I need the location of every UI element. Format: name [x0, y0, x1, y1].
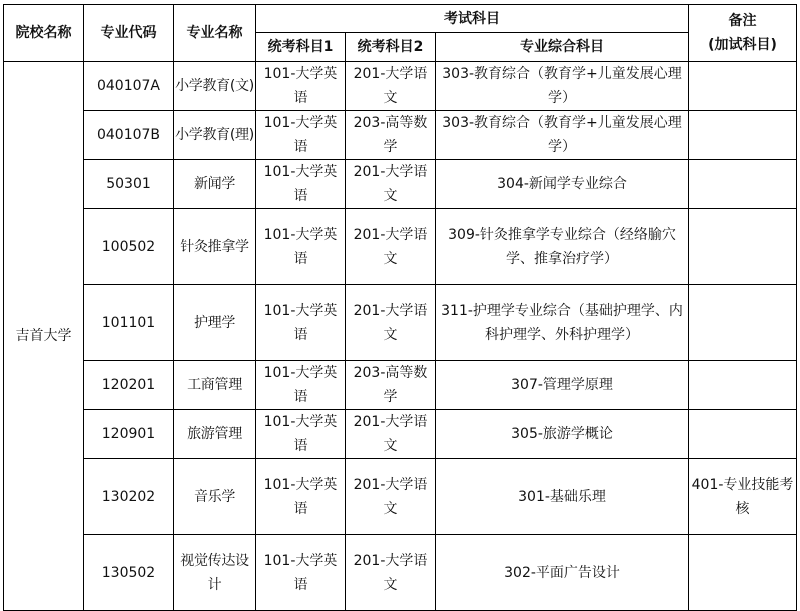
subject2-cell: 201-大学语文 [346, 62, 436, 111]
remarks-cell [689, 209, 797, 285]
remarks-cell [689, 535, 797, 611]
major-name-cell: 小学教育(文) [174, 62, 256, 111]
major-code-cell: 040107A [84, 62, 174, 111]
subject1-cell: 101-大学英语 [256, 410, 346, 459]
subject2-cell: 201-大学语文 [346, 535, 436, 611]
comprehensive-cell: 309-针灸推拿学专业综合（经络腧穴学、推拿治疗学） [436, 209, 689, 285]
header-remarks [689, 5, 797, 62]
comprehensive-cell: 302-平面广告设计 [436, 535, 689, 611]
major-name-cell: 小学教育(理) [174, 111, 256, 160]
table-row [4, 361, 797, 410]
table-row [4, 111, 797, 160]
subject1-cell: 101-大学英语 [256, 361, 346, 410]
header-subject2: 统考科目2 [346, 33, 436, 62]
major-name-cell: 旅游管理 [174, 410, 256, 459]
table-row [4, 160, 797, 209]
remarks-cell [689, 62, 797, 111]
subject1-cell: 101-大学英语 [256, 160, 346, 209]
table-row [4, 535, 797, 611]
comprehensive-cell: 301-基础乐理 [436, 459, 689, 535]
remarks-cell [689, 111, 797, 160]
header-remarks-title: 备注 [728, 13, 757, 29]
comprehensive-cell: 305-旅游学概论 [436, 410, 689, 459]
comprehensive-cell: 304-新闻学专业综合 [436, 160, 689, 209]
subject2-cell: 201-大学语文 [346, 410, 436, 459]
header-comprehensive: 专业综合科目 [436, 33, 689, 62]
remarks-cell [689, 361, 797, 410]
comprehensive-cell: 303-教育综合（教育学+儿童发展心理学） [436, 111, 689, 160]
header-subject1: 统考科目1 [256, 33, 346, 62]
major-name-cell: 针灸推拿学 [174, 209, 256, 285]
subject2-cell: 201-大学语文 [346, 285, 436, 361]
subject2-cell: 203-高等数学 [346, 111, 436, 160]
comprehensive-cell: 303-教育综合（教育学+儿童发展心理学） [436, 62, 689, 111]
table-row [4, 410, 797, 459]
header-school: 院校名称 [4, 5, 84, 62]
subject1-cell: 101-大学英语 [256, 209, 346, 285]
header-remarks-subtitle: (加试科目) [708, 37, 777, 53]
header-major: 专业名称 [174, 5, 256, 62]
major-name-cell: 护理学 [174, 285, 256, 361]
remarks-cell [689, 410, 797, 459]
major-code-cell: 101101 [84, 285, 174, 361]
subject1-cell: 101-大学英语 [256, 62, 346, 111]
major-code-cell: 50301 [84, 160, 174, 209]
header-code: 专业代码 [84, 5, 174, 62]
major-code-cell: 130202 [84, 459, 174, 535]
major-code-cell: 100502 [84, 209, 174, 285]
table-row [4, 209, 797, 285]
major-name-cell: 音乐学 [174, 459, 256, 535]
subject1-cell: 101-大学英语 [256, 459, 346, 535]
subject2-cell: 201-大学语文 [346, 160, 436, 209]
subject2-cell: 201-大学语文 [346, 459, 436, 535]
major-code-cell: 120201 [84, 361, 174, 410]
remarks-cell: 401-专业技能考核 [689, 459, 797, 535]
major-name-cell: 新闻学 [174, 160, 256, 209]
table-row [4, 62, 797, 111]
comprehensive-cell: 311-护理学专业综合（基础护理学、内科护理学、外科护理学） [436, 285, 689, 361]
header-exam-subjects: 考试科目 [256, 5, 689, 33]
exam-subjects-table [3, 4, 797, 611]
major-name-cell: 工商管理 [174, 361, 256, 410]
major-name-cell: 视觉传达设计 [174, 535, 256, 611]
remarks-cell [689, 285, 797, 361]
subject2-cell: 201-大学语文 [346, 209, 436, 285]
subject2-cell: 203-高等数学 [346, 361, 436, 410]
major-code-cell: 040107B [84, 111, 174, 160]
major-code-cell: 120901 [84, 410, 174, 459]
comprehensive-cell: 307-管理学原理 [436, 361, 689, 410]
table-row [4, 285, 797, 361]
table-row [4, 459, 797, 535]
school-name-cell: 吉首大学 [4, 62, 84, 611]
major-code-cell: 130502 [84, 535, 174, 611]
remarks-cell [689, 160, 797, 209]
subject1-cell: 101-大学英语 [256, 111, 346, 160]
subject1-cell: 101-大学英语 [256, 535, 346, 611]
subject1-cell: 101-大学英语 [256, 285, 346, 361]
